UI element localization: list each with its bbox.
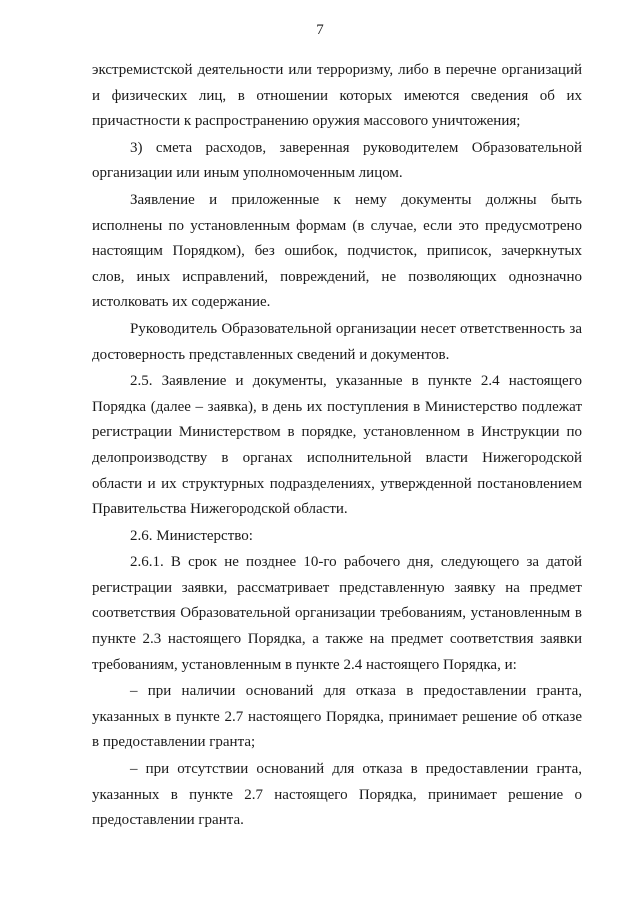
paragraph: 2.6.1. В срок не позднее 10-го рабочего дня, следующего за датой регистрации заявки, рассматривает представленную заявку на предмет соответствия Образовательной организации требованиям, установленным в пункте 2.3 настоящего Порядка, а также на предмет соответствия заявки требованиям, установленным в пункте 2.4 настоящего Порядка, и: <box>92 554 582 673</box>
paragraph: экстремистской деятельности или терроризму, либо в перечне организаций и физических лиц, в отношении которых имеются сведения об их причастности к распространению оружия массового уничтожения; <box>92 62 582 130</box>
paragraph: – при отсутствии оснований для отказа в предоставлении гранта, указанных в пункте 2.7 настоящего Порядка, принимает решение о предоставлении гранта. <box>92 761 582 829</box>
page-number: 7 <box>316 22 324 38</box>
paragraph: 2.6. Министерство: <box>130 527 253 544</box>
paragraph: 2.5. Заявление и документы, указанные в пункте 2.4 настоящего Порядка (далее – заявка), в день их поступления в Министерство подлежат регистрации Министерством в порядке, установленном в Инструкции по делопроизводству в органах исполнительной власти Нижегородской области и их структурных подразделениях, утвержденной постановлением Правительства Нижегородской области. <box>92 373 582 518</box>
paragraph: Руководитель Образовательной организации несет ответственность за достоверность представленных сведений и документов. <box>92 320 582 363</box>
paragraph: 3) смета расходов, заверенная руководителем Образовательной организации или иным уполномоченным лицом. <box>92 139 582 182</box>
paragraph: Заявление и приложенные к нему документы должны быть исполнены по установленным формам (в случае, если это предусмотрено настоящим Порядком), без ошибок, подчисток, приписок, зачеркнутых слов, иных исправлений, повреждений, не позволяющих однозначно истолковать их содержание. <box>92 191 582 311</box>
paragraph: – при наличии оснований для отказа в предоставлении гранта, указанных в пункте 2.7 настоящего Порядка, принимает решение об отказе в предоставлении гранта; <box>92 683 582 751</box>
document-body <box>92 58 582 835</box>
